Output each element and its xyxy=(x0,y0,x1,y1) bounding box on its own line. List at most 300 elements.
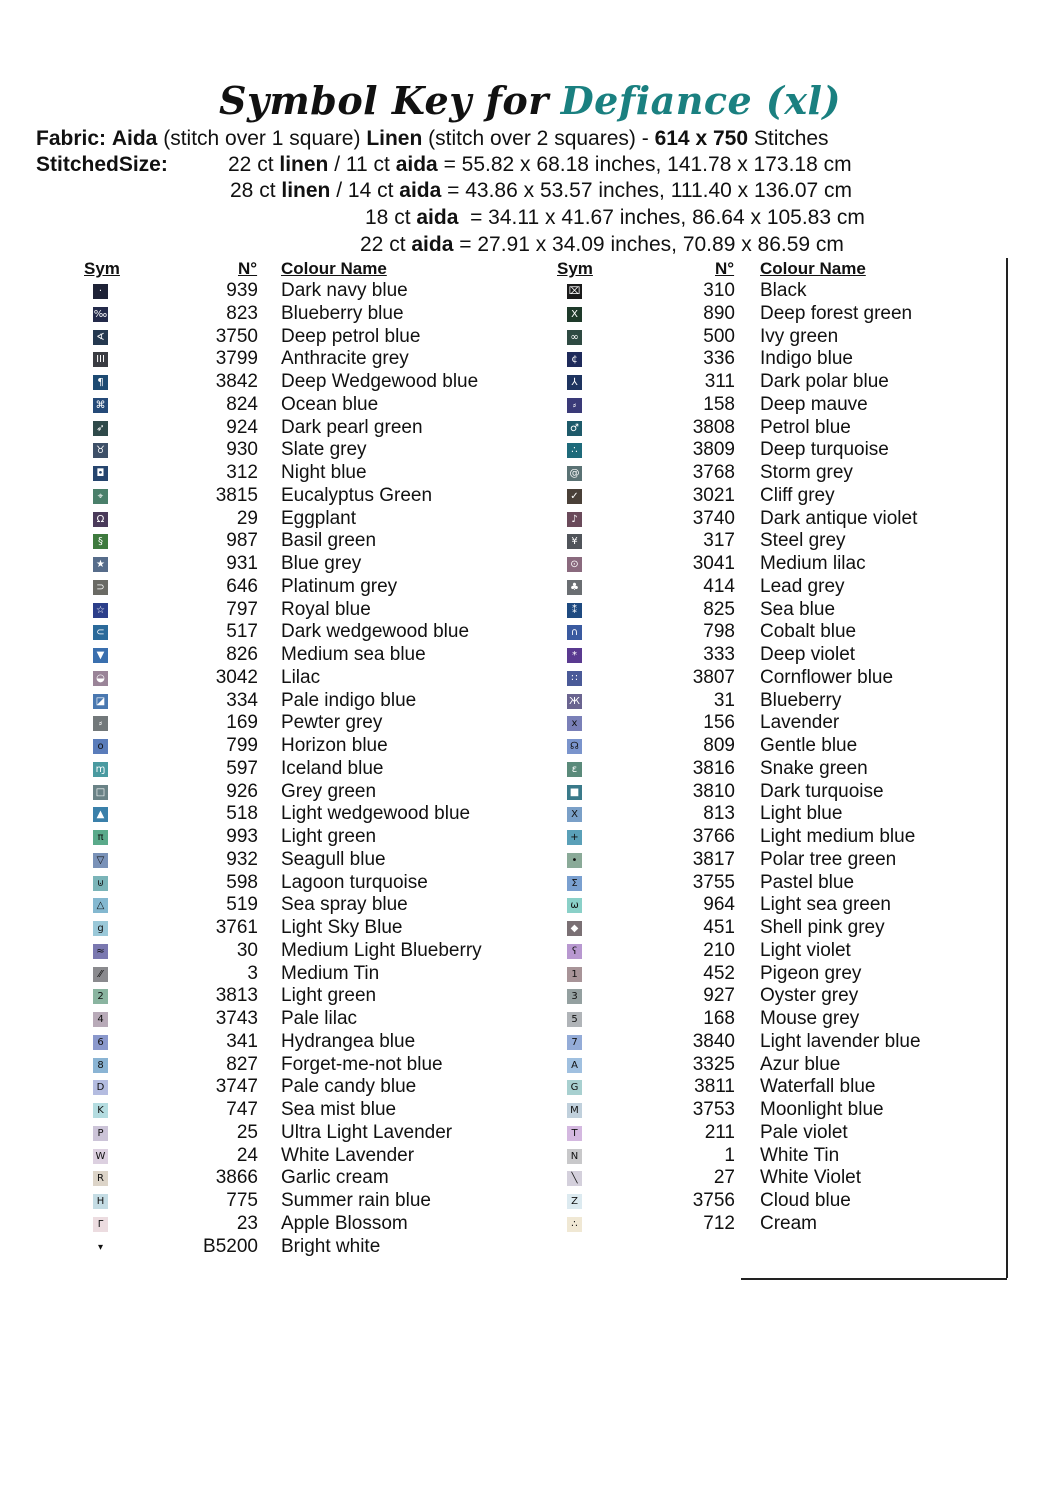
symbol-row xyxy=(0,1054,1000,1077)
symbol-swatch-icon: ⸗ xyxy=(567,398,582,413)
colour-name: Mouse grey xyxy=(760,1008,860,1029)
thread-number: 3755 xyxy=(692,871,735,893)
colour-name: Pale violet xyxy=(760,1121,848,1143)
thread-number: 334 xyxy=(226,689,258,711)
symbol-swatch-icon: III xyxy=(93,352,108,367)
size-fabric: linen xyxy=(281,179,331,202)
symbol-swatch-icon: Χ xyxy=(567,807,582,822)
symbol-swatch-icon: D xyxy=(93,1080,108,1095)
colour-name: Blueberry blue xyxy=(281,302,404,324)
symbol-swatch-icon: ¥ xyxy=(567,534,582,549)
colour-name: Dark wedgewood blue xyxy=(281,621,470,643)
thread-number: 317 xyxy=(703,530,735,552)
thread-number: 3840 xyxy=(692,1030,735,1052)
thread-number: 932 xyxy=(226,848,258,870)
fabric-aida-note: (stitch over 1 square) xyxy=(163,127,361,150)
colour-name: Cliff grey xyxy=(760,484,835,506)
symbol-swatch-icon: g xyxy=(93,921,108,936)
symbol-row xyxy=(0,849,1000,872)
symbol-swatch-icon: 1 xyxy=(567,967,582,982)
thread-number: 964 xyxy=(703,894,735,916)
symbol-swatch-icon: ✓ xyxy=(567,489,582,504)
symbol-row xyxy=(0,462,1000,485)
symbol-swatch-icon: ⌧ xyxy=(568,286,581,297)
symbol-swatch-icon: ∢ xyxy=(93,330,108,345)
symbol-swatch-icon: 3 xyxy=(567,989,582,1004)
colour-name: Deep mauve xyxy=(760,393,868,415)
symbol-swatch-icon: · xyxy=(93,284,108,299)
colour-name: Lavender xyxy=(760,712,840,734)
symbol-swatch-icon: N xyxy=(567,1149,582,1164)
colour-name: Sea spray blue xyxy=(281,894,408,916)
colour-name: Pale candy blue xyxy=(281,1076,417,1098)
colour-name: Light blue xyxy=(760,803,843,825)
symbol-swatch-icon: ⊙ xyxy=(567,557,582,572)
header-name-right: Colour Name xyxy=(760,259,866,278)
thread-number: 826 xyxy=(226,644,258,665)
colour-name: Hydrangea blue xyxy=(281,1030,416,1052)
symbol-swatch-icon: ♣ xyxy=(567,580,582,595)
symbol-row xyxy=(0,690,1000,713)
symbol-row xyxy=(0,417,1000,440)
symbol-swatch-icon: A xyxy=(567,1058,582,1073)
thread-number: 29 xyxy=(236,507,258,529)
symbol-swatch-icon: ∴ xyxy=(567,443,582,458)
thread-number: 3813 xyxy=(215,985,258,1007)
thread-number: 924 xyxy=(226,416,258,438)
pattern-name: Defiance (xl) xyxy=(560,78,841,123)
colour-name: Cobalt blue xyxy=(760,621,857,643)
thread-number: 312 xyxy=(226,462,258,483)
symbol-row xyxy=(0,530,1000,553)
symbol-swatch-icon: T xyxy=(567,1126,582,1141)
thread-number: 3810 xyxy=(692,780,735,802)
colour-name: Lagoon turquoise xyxy=(281,871,428,893)
symbol-row xyxy=(0,576,1000,599)
symbol-swatch-icon: ◒ xyxy=(93,671,108,686)
thread-number: 211 xyxy=(704,1121,735,1143)
size-dimensions: = 27.91 x 34.09 inches, 70.89 x 86.59 cm xyxy=(453,233,844,256)
colour-name: Light green xyxy=(281,826,377,847)
colour-name: Night blue xyxy=(281,462,367,483)
symbol-swatch-icon: ⅄ xyxy=(567,375,582,390)
symbol-swatch-icon: ▼ xyxy=(93,648,108,663)
symbol-swatch-icon: ‰ xyxy=(93,308,108,320)
colour-name: Medium Light Blueberry xyxy=(281,939,482,961)
thread-number: 798 xyxy=(703,621,735,643)
title-prefix: Symbol Key for xyxy=(219,78,549,123)
thread-number: 797 xyxy=(226,598,258,620)
colour-name: Grey green xyxy=(281,780,377,802)
colour-name: Waterfall blue xyxy=(760,1076,876,1098)
colour-name: Petrol blue xyxy=(760,416,851,438)
stitch-count: 614 x 750 xyxy=(654,127,749,150)
size-fabric: aida xyxy=(399,179,442,202)
colour-name: Storm grey xyxy=(760,462,853,483)
colour-name: Platinum grey xyxy=(281,575,398,597)
thread-number: 451 xyxy=(703,917,735,938)
thread-number: 3753 xyxy=(692,1099,735,1120)
thread-number: 3750 xyxy=(215,325,258,347)
symbol-swatch-icon: ♉ xyxy=(93,443,108,458)
thread-number: 3807 xyxy=(692,666,735,688)
thread-number: 31 xyxy=(713,689,735,711)
colour-name: Ocean blue xyxy=(281,393,379,415)
symbol-swatch-icon: ⁄⁄ xyxy=(93,967,108,982)
colour-name: Lilac xyxy=(281,666,321,688)
size-fabric: aida xyxy=(395,153,438,176)
colour-name: Cornflower blue xyxy=(760,666,894,688)
size-dimensions: = 34.11 x 41.67 inches, 86.64 x 105.83 cm xyxy=(458,206,865,229)
stitched-size-line-2 xyxy=(230,178,852,204)
fabric-linen-note: (stitch over 2 squares) - xyxy=(428,127,649,150)
colour-name: Light sea green xyxy=(760,894,891,916)
thread-number: 824 xyxy=(226,393,258,415)
colour-name: Lead grey xyxy=(760,575,845,597)
thread-number: 3761 xyxy=(215,917,258,938)
symbol-row xyxy=(0,280,1000,303)
symbol-swatch-icon: o xyxy=(93,739,108,754)
symbol-swatch-icon: ∞ xyxy=(567,330,582,345)
stitch-suffix: Stitches xyxy=(753,127,829,150)
symbol-swatch-icon: § xyxy=(93,534,108,549)
colour-name: Light green xyxy=(281,985,377,1007)
symbol-swatch-icon: ⌖ xyxy=(93,489,108,504)
symbol-swatch-icon: Z xyxy=(567,1194,582,1209)
thread-number: 25 xyxy=(236,1121,258,1143)
colour-name: Slate grey xyxy=(281,439,367,461)
thread-number: 993 xyxy=(226,826,258,847)
symbol-row xyxy=(0,644,1000,667)
fabric-line xyxy=(36,126,829,152)
thread-number: 1 xyxy=(724,1144,735,1166)
symbol-list-right xyxy=(0,280,1000,1236)
colour-name: Blueberry xyxy=(760,689,842,711)
symbol-row xyxy=(0,371,1000,394)
symbol-row xyxy=(0,894,1000,917)
colour-name: Dark polar blue xyxy=(760,371,889,392)
thread-number: 3815 xyxy=(215,484,258,506)
symbol-row xyxy=(0,303,1000,326)
symbol-swatch-icon: 6 xyxy=(93,1035,108,1050)
symbol-swatch-icon: 4 xyxy=(93,1012,108,1027)
symbol-row xyxy=(0,940,1000,963)
symbol-swatch-icon: ☊ xyxy=(567,739,582,754)
symbol-swatch-icon: W xyxy=(93,1149,108,1164)
symbol-swatch-icon: ¢ xyxy=(567,352,582,367)
colour-name: Azur blue xyxy=(760,1053,841,1075)
colour-name: Bright white xyxy=(281,1235,381,1257)
symbol-swatch-icon: ♪ xyxy=(567,512,582,527)
thread-number: 987 xyxy=(226,530,258,552)
colour-name: Deep turquoise xyxy=(760,439,889,461)
symbol-swatch-icon: ω xyxy=(567,898,582,913)
symbol-swatch-icon: △ xyxy=(93,898,108,913)
stitched-size-line-1 xyxy=(36,152,852,178)
colour-name: Ivy green xyxy=(760,325,839,347)
colour-name: White Violet xyxy=(760,1167,862,1189)
thread-number: 169 xyxy=(226,712,258,734)
thread-number: 598 xyxy=(226,871,258,893)
symbol-swatch-icon: ⌘ xyxy=(93,398,108,413)
symbol-swatch-icon: 2 xyxy=(93,989,108,1004)
fabric-linen: Linen xyxy=(366,127,423,150)
thread-number: 809 xyxy=(703,735,735,756)
symbol-swatch-icon: ≈ xyxy=(93,944,108,959)
colour-name: Sea mist blue xyxy=(281,1099,397,1120)
colour-name: Pigeon grey xyxy=(760,962,862,984)
symbol-row xyxy=(0,1122,1000,1145)
size-count: / 14 ct xyxy=(330,179,400,202)
header-num-right: N° xyxy=(715,259,735,278)
size-count: 22 ct xyxy=(360,233,412,256)
thread-number: 3042 xyxy=(215,666,258,688)
thread-number: 210 xyxy=(703,939,735,961)
colour-name: Summer rain blue xyxy=(281,1190,431,1211)
symbol-swatch-icon: ∩ xyxy=(567,625,582,640)
colour-name: Dark turquoise xyxy=(760,780,884,802)
colour-name: Pale lilac xyxy=(281,1008,358,1029)
header-sym-left: Sym xyxy=(84,259,120,278)
colour-name: Cream xyxy=(760,1212,818,1234)
thread-number: 823 xyxy=(226,302,258,324)
thread-number: 813 xyxy=(703,803,735,825)
symbol-row xyxy=(0,735,1000,758)
symbol-swatch-icon: ◆ xyxy=(567,921,582,936)
symbol-swatch-icon: P xyxy=(93,1126,108,1141)
size-fabric: aida xyxy=(416,206,459,229)
thread-number: 927 xyxy=(703,985,735,1007)
thread-number: 799 xyxy=(226,735,258,756)
symbol-swatch-icon: ♂ xyxy=(567,421,582,436)
symbol-row xyxy=(0,1076,1000,1099)
symbol-swatch-icon: ➶ xyxy=(93,421,108,436)
symbol-row xyxy=(0,1099,1000,1122)
header-num-left: N° xyxy=(238,259,258,278)
symbol-swatch-icon: + xyxy=(567,830,582,845)
symbol-swatch-icon: R xyxy=(93,1171,108,1186)
symbol-row xyxy=(0,781,1000,804)
symbol-swatch-icon: @ xyxy=(567,466,582,481)
symbol-row xyxy=(0,508,1000,531)
symbol-swatch-icon: ε xyxy=(567,762,582,777)
thread-number: 27 xyxy=(713,1167,735,1189)
symbol-row xyxy=(0,348,1000,371)
colour-name: Pewter grey xyxy=(281,712,383,734)
size-count: 22 ct xyxy=(228,153,280,176)
symbol-swatch-icon: x xyxy=(567,716,582,731)
symbol-swatch-icon: X xyxy=(567,307,582,322)
thread-number: 517 xyxy=(226,621,258,643)
thread-number: 310 xyxy=(703,280,735,301)
thread-number: 3808 xyxy=(692,416,735,438)
symbol-swatch-icon: ⸗ xyxy=(93,716,108,731)
symbol-swatch-icon: ╲ xyxy=(567,1171,582,1186)
symbol-row xyxy=(0,394,1000,417)
colour-name: Deep Wedgewood blue xyxy=(281,371,479,392)
symbol-swatch-icon: Ж xyxy=(567,694,582,709)
symbol-swatch-icon: H xyxy=(93,1194,108,1209)
symbol-swatch-icon: Ω xyxy=(93,512,108,527)
thread-number: 23 xyxy=(236,1212,258,1234)
thread-number: 646 xyxy=(226,575,258,597)
thread-number: 168 xyxy=(703,1008,735,1029)
colour-name: Blue grey xyxy=(281,553,362,574)
symbol-row xyxy=(0,1167,1000,1190)
colour-name: Light wedgewood blue xyxy=(281,803,471,825)
thread-number: 341 xyxy=(226,1030,258,1052)
thread-number: 3325 xyxy=(692,1053,735,1075)
symbol-swatch-icon: ⊂ xyxy=(93,625,108,640)
colour-name: Deep petrol blue xyxy=(281,325,421,347)
thread-number: 3041 xyxy=(692,553,735,574)
colour-name: Dark navy blue xyxy=(281,280,408,301)
symbol-row xyxy=(0,1236,540,1259)
colour-name: Snake green xyxy=(760,757,868,779)
symbol-swatch-icon: ▽ xyxy=(93,853,108,868)
thread-number: 519 xyxy=(226,894,258,916)
header-name-left: Colour Name xyxy=(281,259,387,278)
colour-name: Light medium blue xyxy=(760,826,916,847)
colour-name: Iceland blue xyxy=(281,757,384,779)
colour-name: Moonlight blue xyxy=(760,1099,884,1120)
colour-name: White Tin xyxy=(760,1144,840,1166)
symbol-row xyxy=(0,917,1000,940)
thread-number: 3766 xyxy=(692,826,735,847)
symbol-row xyxy=(0,485,1000,508)
thread-number: 3747 xyxy=(215,1076,258,1098)
colour-name: Deep violet xyxy=(760,644,856,665)
symbol-row xyxy=(0,985,1000,1008)
thread-number: 827 xyxy=(226,1053,258,1075)
stitched-size-line-3 xyxy=(365,205,865,231)
colour-name: Sea blue xyxy=(760,598,836,620)
thread-number: 712 xyxy=(703,1212,735,1234)
symbol-swatch-icon: ★ xyxy=(93,557,108,572)
thread-number: 30 xyxy=(236,939,258,961)
thread-number: 311 xyxy=(704,371,735,392)
thread-number: 3021 xyxy=(692,484,735,506)
symbol-row xyxy=(0,803,1000,826)
symbol-swatch-icon: M xyxy=(567,1103,582,1118)
symbol-row xyxy=(0,826,1000,849)
thread-number: 931 xyxy=(226,553,258,574)
thread-number: 3799 xyxy=(215,348,258,370)
symbol-swatch-icon: ■ xyxy=(567,785,582,800)
colour-name: Steel grey xyxy=(760,530,846,552)
thread-number: 890 xyxy=(703,302,735,324)
thread-number: 518 xyxy=(226,803,258,825)
colour-name: Pale indigo blue xyxy=(281,689,417,711)
thread-number: 414 xyxy=(703,575,735,597)
colour-name: Eggplant xyxy=(281,507,357,529)
symbol-swatch-icon: • xyxy=(567,853,582,868)
thread-number: 500 xyxy=(703,325,735,347)
symbol-swatch-icon: ʕ xyxy=(567,944,582,959)
size-count: 28 ct xyxy=(230,179,282,202)
thread-number: 3817 xyxy=(692,848,735,870)
thread-number: 747 xyxy=(226,1099,258,1120)
symbol-row xyxy=(0,1008,1000,1031)
thread-number: 158 xyxy=(703,393,735,415)
right-border-line xyxy=(1006,258,1008,1278)
symbol-swatch-icon: K xyxy=(93,1103,108,1118)
thread-number: 3740 xyxy=(692,507,735,529)
thread-number: 3866 xyxy=(215,1167,258,1189)
size-count: 18 ct xyxy=(365,206,417,229)
colour-name: Polar tree green xyxy=(760,848,897,870)
thread-number: 336 xyxy=(703,348,735,370)
symbol-row xyxy=(0,712,1000,735)
symbol-swatch-icon: ∷ xyxy=(567,671,582,686)
colour-name: Light violet xyxy=(760,939,851,961)
symbol-row xyxy=(0,758,1000,781)
thread-number: 3809 xyxy=(692,439,735,461)
size-dimensions: = 55.82 x 68.18 inches, 141.78 x 173.18 cm xyxy=(437,153,852,176)
colour-name: Dark pearl green xyxy=(281,416,423,438)
symbol-swatch-icon: * xyxy=(567,648,582,663)
colour-name: Indigo blue xyxy=(760,348,853,370)
thread-number: 930 xyxy=(226,439,258,461)
symbol-swatch-icon: 5 xyxy=(567,1012,582,1027)
header-sym-right: Sym xyxy=(557,259,593,278)
thread-number: 775 xyxy=(226,1190,258,1211)
symbol-swatch-icon: ◘ xyxy=(93,466,108,481)
symbol-swatch-icon: ¶ xyxy=(93,375,108,390)
thread-number: 3842 xyxy=(215,371,258,392)
colour-name: Oyster grey xyxy=(760,985,859,1007)
bottom-border-line xyxy=(741,1278,1007,1280)
thread-number: 3811 xyxy=(694,1076,735,1098)
colour-name: Pastel blue xyxy=(760,871,855,893)
thread-number: 939 xyxy=(226,280,258,301)
symbol-swatch-icon: □ xyxy=(93,785,108,800)
symbol-row xyxy=(0,621,1000,644)
thread-number: 3768 xyxy=(692,462,735,483)
colour-name: Medium sea blue xyxy=(281,644,426,665)
symbol-swatch-icon: ▾ xyxy=(93,1240,108,1255)
thread-number: 597 xyxy=(226,757,258,779)
colour-name: Medium lilac xyxy=(760,553,866,574)
thread-number: 3743 xyxy=(215,1008,258,1029)
thread-number: 156 xyxy=(703,712,735,734)
symbol-row xyxy=(0,1145,1000,1168)
symbol-swatch-icon: G xyxy=(567,1080,582,1095)
colour-name: Gentle blue xyxy=(760,735,858,756)
symbol-swatch-icon: ⊍ xyxy=(93,876,108,891)
colour-name: Dark antique violet xyxy=(760,507,918,529)
symbol-swatch-icon: 7 xyxy=(567,1035,582,1050)
thread-number: 24 xyxy=(236,1144,258,1166)
colour-name: Royal blue xyxy=(281,598,371,620)
size-fabric: aida xyxy=(411,233,454,256)
colour-name: Apple Blossom xyxy=(281,1212,408,1234)
fabric-label: Fabric: xyxy=(36,127,107,150)
stitched-size-label: StitchedSize: xyxy=(36,153,168,176)
colour-name: Ultra Light Lavender xyxy=(281,1121,453,1143)
colour-name: Garlic cream xyxy=(281,1167,389,1189)
size-fabric: linen xyxy=(279,153,329,176)
thread-number: 926 xyxy=(226,780,258,802)
symbol-swatch-icon: ⊃ xyxy=(93,580,108,595)
size-count: / 11 ct xyxy=(328,153,396,176)
symbol-swatch-icon: Σ xyxy=(567,876,582,891)
colour-name: White Lavender xyxy=(281,1144,415,1166)
symbol-row xyxy=(0,963,1000,986)
symbol-swatch-icon: ⁑ xyxy=(567,603,582,618)
colour-name: Shell pink grey xyxy=(760,917,885,938)
symbol-row xyxy=(0,1031,1000,1054)
